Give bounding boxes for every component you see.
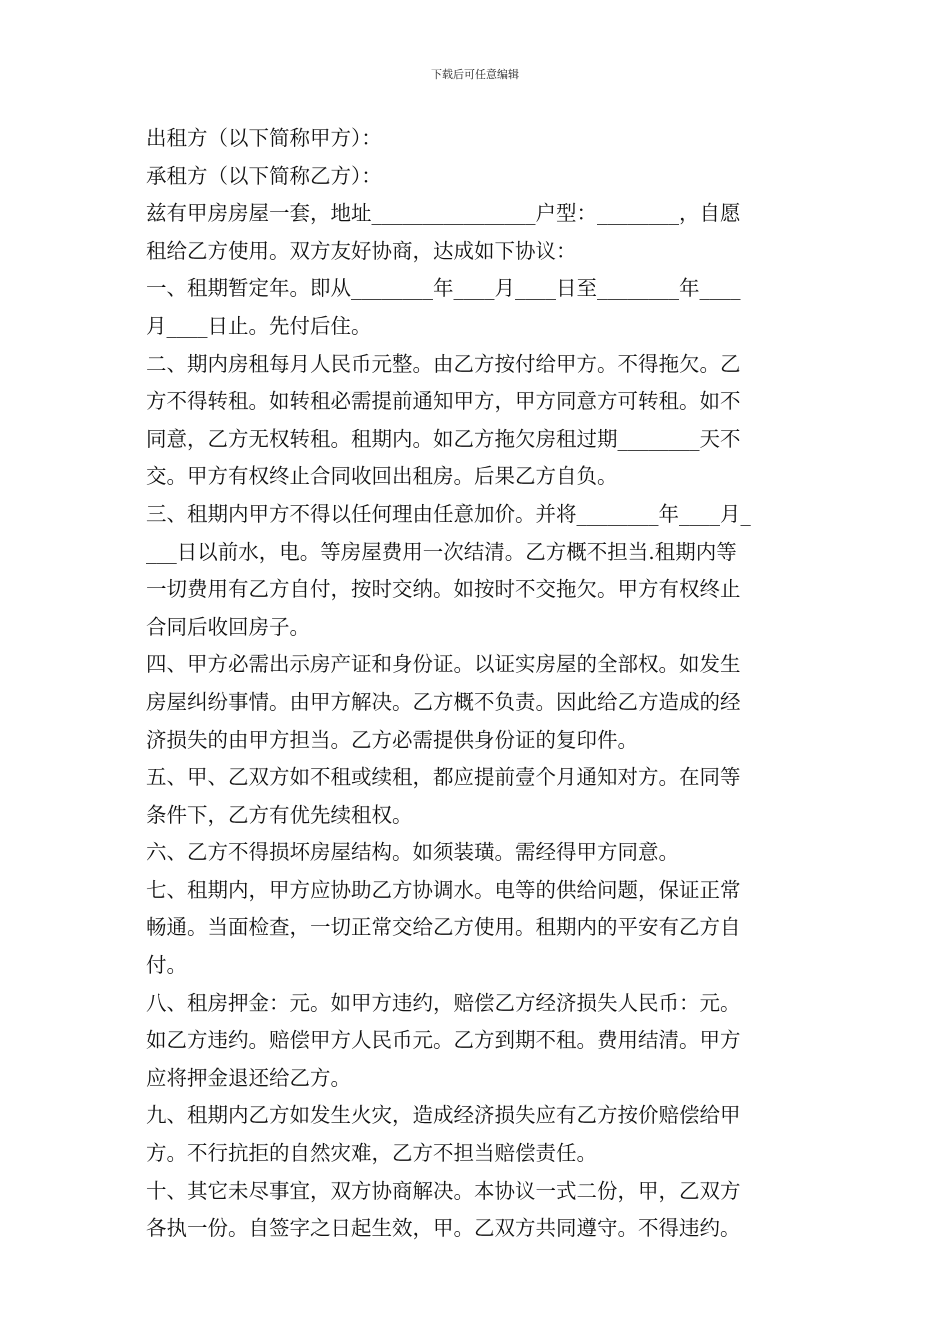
contract-line: 合同后收回房子。 — [146, 614, 310, 639]
contract-line: 月____日止。先付后住。 — [146, 313, 372, 338]
contract-line: 租给乙方使用。双方友好协商，达成如下协议： — [146, 238, 577, 263]
contract-body — [146, 120, 806, 1248]
contract-line: 如乙方违约。赔偿甲方人民币元。乙方到期不租。费用结清。甲方 — [146, 1028, 741, 1053]
contract-line: 条件下，乙方有优先续租权。 — [146, 802, 413, 827]
contract-line: 一切费用有乙方自付，按时交纳。如按时不交拖欠。甲方有权终止 — [146, 577, 741, 602]
contract-line: 七、租期内，甲方应协助乙方协调水。电等的供给问题，保证正常 — [146, 877, 741, 902]
contract-line: 同意，乙方无权转租。租期内。如乙方拖欠房租过期________天不 — [146, 426, 741, 451]
contract-line: 承租方（以下简称乙方）： — [146, 163, 382, 188]
contract-line: 三、租期内甲方不得以任何理由任意加价。并将________年____月_ — [146, 501, 751, 526]
contract-line: 应将押金退还给乙方。 — [146, 1065, 351, 1090]
contract-line: 五、甲、乙双方如不租或续租，都应提前壹个月通知对方。在同等 — [146, 765, 741, 790]
contract-line: ___日以前水，电。等房屋费用一次结清。乙方概不担当.租期内等 — [146, 539, 737, 564]
contract-line: 房屋纠纷事情。由甲方解决。乙方概不负责。因此给乙方造成的经 — [146, 689, 741, 714]
contract-line: 九、租期内乙方如发生火灾，造成经济损失应有乙方按价赔偿给甲 — [146, 1103, 741, 1128]
contract-line: 四、甲方必需出示房产证和身份证。以证实房屋的全部权。如发生 — [146, 652, 741, 677]
contract-line: 交。甲方有权终止合同收回出租房。后果乙方自负。 — [146, 464, 618, 489]
contract-line: 付。 — [146, 953, 187, 978]
contract-line: 六、乙方不得损坏房屋结构。如须装璜。需经得甲方同意。 — [146, 840, 679, 865]
contract-line: 方不得转租。如转租必需提前通知甲方，甲方同意方可转租。如不 — [146, 389, 741, 414]
contract-line: 济损失的由甲方担当。乙方必需提供身份证的复印件。 — [146, 727, 638, 752]
contract-line: 二、期内房租每月人民币元整。由乙方按付给甲方。不得拖欠。乙 — [146, 351, 741, 376]
contract-line: 兹有甲房房屋一套，地址________________户型：________，自愿 — [146, 201, 741, 226]
contract-line: 八、租房押金：元。如甲方违约，赔偿乙方经济损失人民币：元。 — [146, 990, 741, 1015]
contract-line: 一、租期暂定年。即从________年____月____日至________年____ — [146, 276, 741, 301]
contract-line: 畅通。当面检查，一切正常交给乙方使用。租期内的平安有乙方自 — [146, 915, 741, 940]
header-note: 下载后可任意编辑 — [431, 68, 519, 81]
contract-line: 出租方（以下简称甲方）： — [146, 126, 382, 150]
contract-line: 十、其它未尽事宜，双方协商解决。本协议一式二份，甲，乙双方 — [146, 1178, 741, 1203]
contract-line: 方。不行抗拒的自然灾难，乙方不担当赔偿责任。 — [146, 1141, 597, 1166]
contract-line: 各执一份。自签字之日起生效，甲。乙双方共同遵守。不得违约。 — [146, 1216, 741, 1241]
